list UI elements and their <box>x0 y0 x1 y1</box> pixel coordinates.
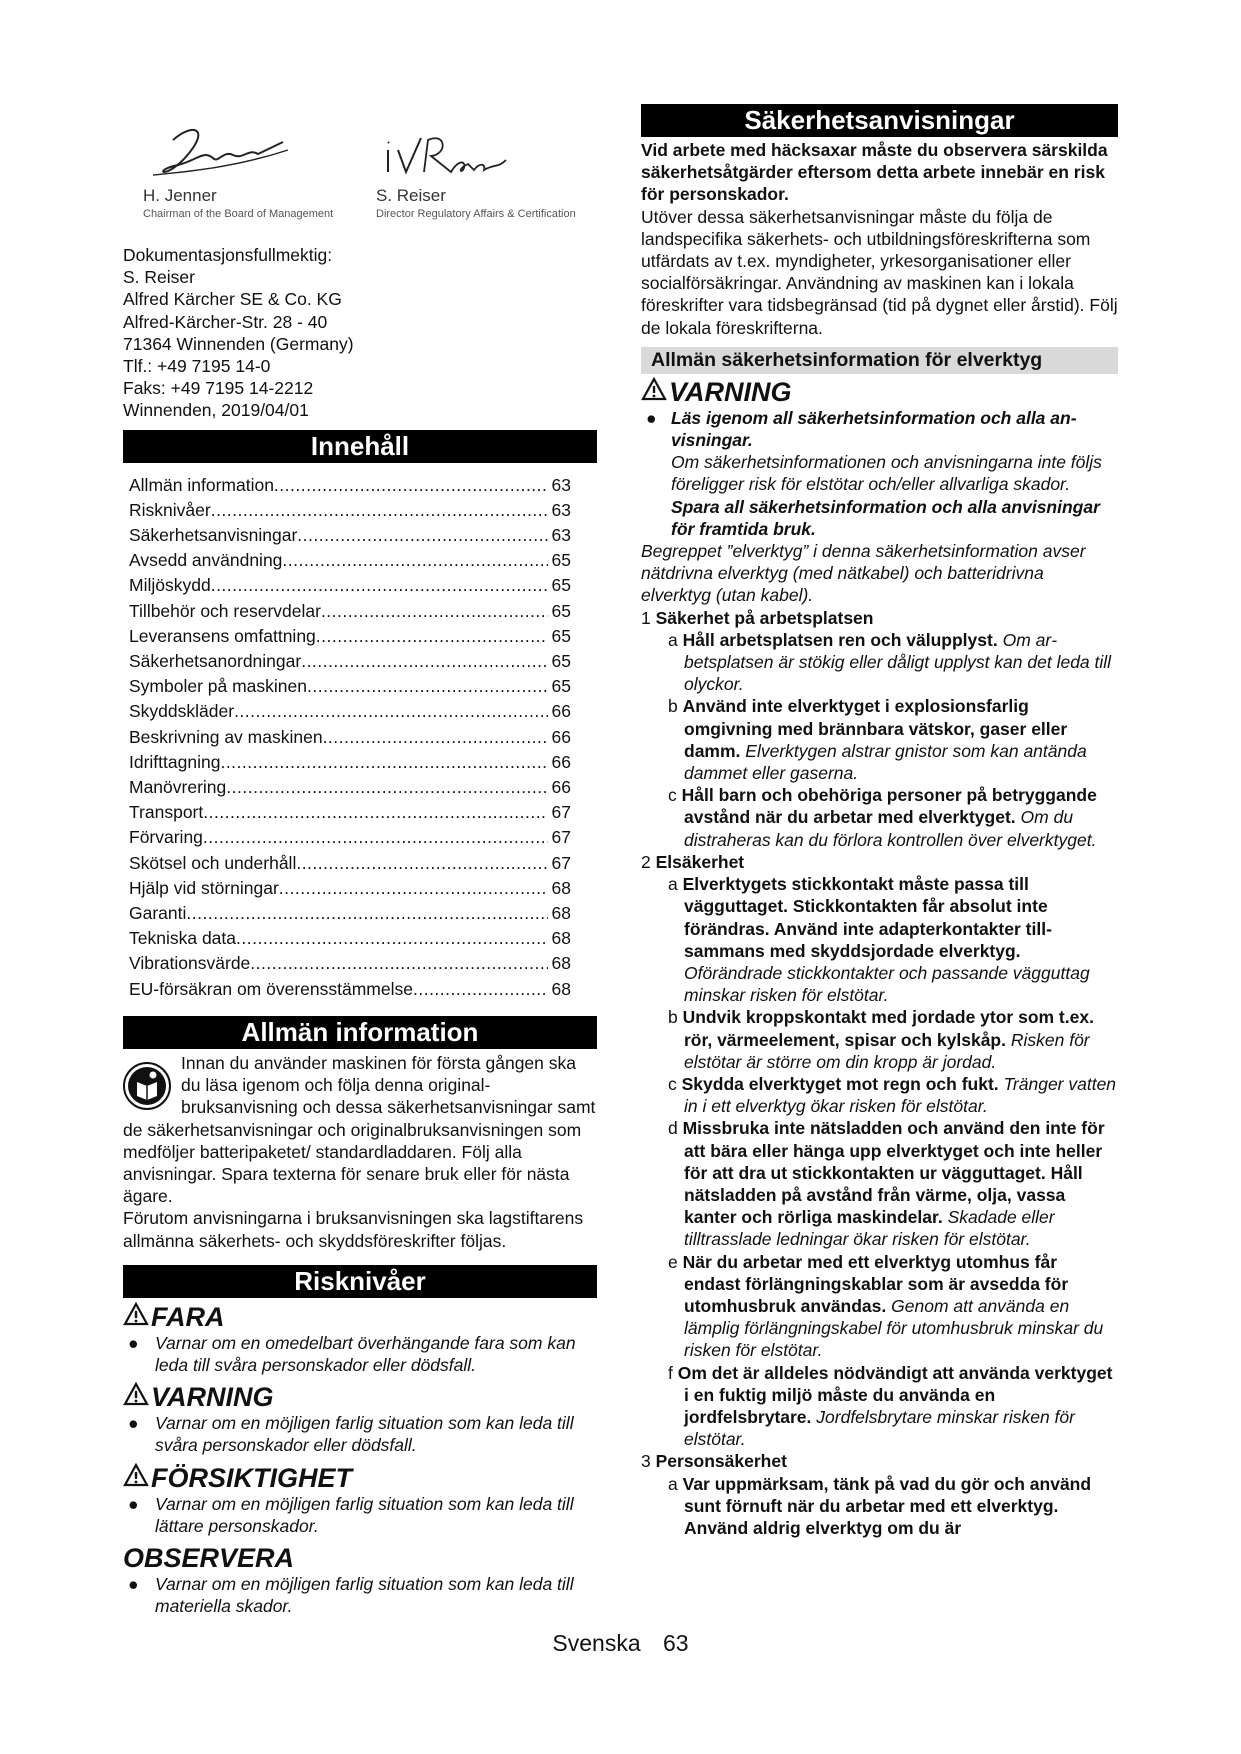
address-line: Alfred Kärcher SE & Co. KG <box>123 289 342 310</box>
toc-entry-page: 63 <box>551 499 571 520</box>
section-item <box>641 1073 1118 1117</box>
warning-bold-text-2: Spara all säkerhetsinformation och alla anvisningar för framtida bruk. <box>671 496 1100 539</box>
toc-entry <box>129 775 571 800</box>
hazard-label: OBSERVERA <box>123 1542 295 1573</box>
toc-leader <box>301 649 547 674</box>
item-text: Skadade eller tilltrasslade ledningar ökar risken för elstötar. <box>684 1207 1055 1250</box>
item-letter: d <box>668 1118 678 1139</box>
toc-entry-label: Säkerhetsanordningar <box>129 651 302 672</box>
toc-entry-page: 63 <box>551 474 571 495</box>
general-heading: Allmän information <box>123 1016 597 1049</box>
section-item <box>641 1362 1118 1451</box>
address-line: Winnenden, 2019/04/01 <box>123 400 309 421</box>
toc-entry-label: Säkerhetsanvisningar <box>129 525 298 546</box>
footer-language: Svenska <box>552 1630 641 1656</box>
item-bold-text: Använd inte elverktyget i explosionsfarlig omgivning med brännbara vätskor, gaser eller damm. <box>682 696 1068 761</box>
toc-entry <box>129 977 571 1002</box>
item-bold-text: Undvik kroppskontakt med jordade ytor som t.ex. rör, värmeelement, spisar och kylskåp. <box>682 1007 1094 1050</box>
toc-heading: Innehåll <box>123 430 597 463</box>
toc-leader <box>203 800 547 825</box>
toc-entry-label: Hjälp vid störningar <box>129 877 279 898</box>
toc-entry-page: 67 <box>551 827 571 848</box>
item-letter: c <box>668 785 677 806</box>
section-title: Elsäkerhet <box>655 851 745 872</box>
section-item <box>641 1473 1118 1540</box>
hazard-varning <box>123 1382 597 1412</box>
section-item <box>641 873 1118 1006</box>
signature-name: H. Jenner <box>143 186 217 205</box>
section-title: Säkerhet på arbetsplatsen <box>655 607 874 628</box>
section-title: Personsäkerhet <box>655 1451 787 1472</box>
address-line: Faks: +49 7195 14-2212 <box>123 378 314 399</box>
section-item <box>641 1117 1118 1250</box>
toc-leader <box>220 750 547 775</box>
toc-leader <box>316 624 548 649</box>
toc-entry <box>129 523 571 548</box>
item-text: Elverktygen alstrar gnistor som kan antända dammet eller gaserna. <box>684 740 1087 784</box>
item-bold-text: Skydda elverktyget mot regn och fukt. <box>681 1073 999 1094</box>
hazard-label: FARA <box>151 1301 225 1332</box>
toc-entry-label: Miljöskydd <box>129 575 211 596</box>
toc-entry-label: Transport <box>129 802 204 823</box>
hazard-description: ● Varnar om en möjligen farlig situation som kan leda till lättare personskador. <box>128 1493 574 1536</box>
toc-entry-page: 68 <box>551 928 571 949</box>
toc-entry-page: 67 <box>551 802 571 823</box>
item-bold-text: Håll arbetsplatsen ren och välupplyst. <box>682 629 998 650</box>
toc-entry <box>129 573 571 598</box>
item-letter: e <box>668 1251 678 1272</box>
definition-text: Begreppet ”elverktyg” i denna säkerhetsinformation avser nätdrivna elverktyg (med nätkabel) och batteridrivna elverktyg (utan kabel). <box>641 541 1086 606</box>
toc-entry <box>129 750 571 775</box>
toc-entry-label: Förvaring <box>129 827 203 848</box>
address-line: 71364 Winnenden (Germany) <box>123 333 354 354</box>
toc-entry-page: 65 <box>551 625 571 646</box>
item-bold-text: Om det är alldeles nödvändigt att använda verktyget i en fuktig miljö måste du använda en jordfelsbrytare. <box>677 1362 1113 1427</box>
toc-entry <box>129 674 571 699</box>
risk-levels <box>123 1302 597 1618</box>
item-letter: c <box>668 1073 677 1094</box>
toc-entry <box>129 825 571 850</box>
toc-entry-label: Tillbehör och reservdelar <box>129 600 321 621</box>
toc-entry <box>129 800 571 825</box>
toc-entry <box>129 699 571 724</box>
section-item <box>641 695 1118 784</box>
left-column <box>123 120 597 1617</box>
item-letter: b <box>668 1007 678 1028</box>
toc-leader <box>186 901 547 926</box>
safety-subheading: Allmän säkerhetsinformation för elverktyg <box>641 347 1118 374</box>
signature-reiser-image <box>376 120 526 190</box>
hazard-forsiktighet <box>123 1463 597 1493</box>
page-footer <box>0 1630 1241 1657</box>
toc-leader <box>274 473 548 498</box>
toc-entry <box>129 498 571 523</box>
safety-intro: Utöver dessa säkerhetsanvisningar måste du följa de landspecifika säkerhets- och utbildningsföreskrifterna som utfärdats av t.ex. myndigheter, yrkesorganisationer eller socialförsäkringar. Användning av maskinen kan i lokala föreskrifter vara tidsbegränsad (tid på dygnet eller årstid). Följ de lokala föreskrifterna. <box>641 206 1118 338</box>
toc-entry-page: 65 <box>551 575 571 596</box>
toc-entry-label: Tekniska data <box>129 928 237 949</box>
section-number: 2 <box>641 851 651 872</box>
toc-entry-label: Allmän information <box>129 474 274 495</box>
toc-leader <box>321 599 548 624</box>
toc-leader <box>250 951 547 976</box>
toc-leader <box>211 498 548 523</box>
safety-warning-label <box>641 377 1118 407</box>
warning-triangle-icon <box>123 1463 149 1493</box>
toc-leader <box>203 825 548 850</box>
safety-heading: Säkerhetsanvisningar <box>641 104 1118 137</box>
hazard-description: ● Varnar om en möjligen farlig situation som kan leda till materiella skador. <box>128 1573 574 1617</box>
item-text: Genom att använda en lämplig förlängningskabel för utomhusbruk minskar du risken för elstötar. <box>684 1295 1104 1361</box>
section-item <box>641 1006 1118 1073</box>
general-text-2: Förutom anvisningarna i bruksanvisningen ska lagstiftarens allmänna säkerhets- och skyddsföreskrifter följas. <box>123 1208 584 1251</box>
toc-leader <box>282 548 547 573</box>
toc-entry <box>129 599 571 624</box>
toc-entry-label: Risknivåer <box>129 499 211 520</box>
item-bold-text: När du arbetar med ett elverktyg utomhus får endast förlängningskablar som är avsedda för utomhusbruk användas. <box>682 1251 1069 1316</box>
item-bold-text: Elverktygets stickkontakt måste passa till vägguttaget. Stickkontakten får absolut inte förändras. Använd inte adapterkontakter tillsammans med skyddsjordade elverktyg. <box>682 874 1052 961</box>
item-letter: a <box>668 1473 678 1494</box>
item-text: Oförändrade stickkontakter och passande vägguttag minskar risken för elstötar. <box>684 962 1090 1006</box>
section-heading <box>641 851 1118 873</box>
toc-entry-page: 65 <box>551 651 571 672</box>
toc-entry <box>129 624 571 649</box>
item-bold-text: Missbruka inte nätsladden och använd den inte för att bära eller hänga upp elverktyget och inte heller för att dra ut stickkontakten ur vägguttaget. Håll nätsladden på avstånd från värme, olja, vassa kanter och rörliga maskindelar. <box>682 1118 1105 1228</box>
signatures <box>123 120 597 240</box>
toc-entry-page: 68 <box>551 978 571 999</box>
toc-entry-label: Idrifttagning <box>129 751 221 772</box>
item-text: Jordfelsbrytare minskar risken för elstötar. <box>684 1406 1075 1450</box>
toc-entry-page: 65 <box>551 600 571 621</box>
address-line: Alfred-Kärcher-Str. 28 - 40 <box>123 311 328 332</box>
signature-jenner-image <box>143 120 293 190</box>
section-item <box>641 629 1118 696</box>
toc-leader <box>279 876 548 901</box>
section-number: 1 <box>641 607 651 628</box>
toc-entry-label: Skötsel och underhåll <box>129 852 297 873</box>
toc-entry <box>129 851 571 876</box>
general-section <box>123 1052 597 1252</box>
toc-entry <box>129 649 571 674</box>
toc-entry-label: Manövrering <box>129 777 227 798</box>
toc-leader <box>226 775 547 800</box>
toc-entry <box>129 548 571 573</box>
toc-leader <box>307 674 548 699</box>
risk-heading: Risknivåer <box>123 1265 597 1298</box>
toc-entry-page: 63 <box>551 525 571 546</box>
hazard-fara <box>123 1302 597 1332</box>
toc-entry-page: 65 <box>551 550 571 571</box>
toc-entry <box>129 473 571 498</box>
toc-leader <box>236 926 548 951</box>
toc-leader <box>323 725 548 750</box>
toc-leader <box>413 977 548 1002</box>
toc-leader <box>234 699 547 724</box>
hazard-description: ● Varnar om en möjligen farlig situation som kan leda till svåra personskador eller dödsfall. <box>128 1413 574 1456</box>
toc-entry-page: 65 <box>551 676 571 697</box>
item-text: Risken för elstötar är större om din kropp är jordad. <box>684 1029 1090 1072</box>
toc-entry-page: 66 <box>551 726 571 747</box>
general-text-1: Innan du använder maskinen för första gången ska du läsa igenom och följa denna originalbruksanvisning och dessa säkerhetsanvisningar samt de säkerhetsanvisningar och originalbruksanvisningen som medföljer batteripaketet/ standardladdaren. Följ alla anvisningar. Spara texterna för senare bruk eller för nästa ägare. <box>123 1052 596 1207</box>
section-heading <box>641 1450 1118 1472</box>
toc-entry-page: 67 <box>551 852 571 873</box>
warning-triangle-icon <box>641 377 667 407</box>
item-text: Tränger vatten in i ett elverktyg ökar risken för elstötar. <box>684 1073 1117 1117</box>
toc-leader <box>297 523 547 548</box>
toc-entry <box>129 876 571 901</box>
toc-entry-page: 66 <box>551 701 571 722</box>
address-line: Dokumentasjonsfullmektig: <box>123 245 333 265</box>
toc-entry <box>129 951 571 976</box>
hazard-label: VARNING <box>151 1382 274 1413</box>
warning-bold-text: Läs igenom all säkerhetsinformation och alla anvisningar. <box>671 407 1077 451</box>
signature-title: Director Regulatory Affairs & Certification <box>376 208 576 220</box>
toc-entry-label: Beskrivning av maskinen <box>129 726 323 747</box>
toc-entry-label: Vibrationsvärde <box>129 953 251 974</box>
hazard-label: FÖRSIKTIGHET <box>151 1462 352 1493</box>
signature-jenner <box>143 120 333 220</box>
toc-entry <box>129 926 571 951</box>
item-bold-text: Var uppmärksam, tänk på vad du gör och använd sunt förnuft när du arbetar med ett elverktyg. Använd aldrig elverktyg om du är <box>682 1473 1092 1538</box>
signature-name: S. Reiser <box>376 186 446 205</box>
toc-entry-label: EU-försäkran om överensstämmelse <box>129 978 413 999</box>
warning-triangle-icon <box>123 1382 149 1412</box>
toc-entry-label: Symboler på maskinen <box>129 676 307 697</box>
hazard-observera <box>123 1543 597 1573</box>
toc-leader <box>211 573 548 598</box>
item-text: Om du distraheras kan du förlora kontrollen över elverktyget. <box>684 807 1097 850</box>
warning-label-text: VARNING <box>669 376 792 407</box>
hazard-description: ● Varnar om en omedelbart överhängande fara som kan leda till svåra personskador eller dödsfall. <box>128 1332 576 1375</box>
toc-entry-page: 68 <box>551 877 571 898</box>
toc-entry-label: Garanti <box>129 903 187 924</box>
toc-entry-page: 68 <box>551 903 571 924</box>
toc-entry-page: 68 <box>551 953 571 974</box>
toc-entry-page: 66 <box>551 777 571 798</box>
warning-triangle-icon <box>123 1302 149 1332</box>
safety-sections <box>641 607 1118 1540</box>
toc-entry <box>129 725 571 750</box>
read-manual-icon <box>123 1062 173 1112</box>
toc-entry-label: Avsedd användning <box>129 550 283 571</box>
signature-title: Chairman of the Board of Management <box>143 208 334 220</box>
warning-text: Om säkerhetsinformationen och anvisningarna inte följs föreligger risk för elstötar och/eller allvarliga skador. <box>671 452 1102 495</box>
safety-intro-bold: Vid arbete med häcksaxar måste du observera särskilda säkerhetsåtgärder eftersom detta arbete innebär en risk för personskador. <box>641 140 1108 205</box>
table-of-contents <box>129 473 571 1002</box>
item-letter: b <box>668 696 678 717</box>
section-heading <box>641 607 1118 629</box>
section-item <box>641 784 1118 851</box>
item-bold-text: Håll barn och obehöriga personer på betryggande avstånd när du arbetar med elverktyget. <box>681 785 1097 828</box>
section-item <box>641 1251 1118 1362</box>
section-number: 3 <box>641 1451 651 1472</box>
page-number: 63 <box>663 1630 689 1656</box>
address-line: Tlf.: +49 7195 14-0 <box>123 356 271 377</box>
item-letter: a <box>668 874 678 895</box>
toc-entry <box>129 901 571 926</box>
item-letter: f <box>668 1362 673 1383</box>
toc-entry-label: Skyddskläder <box>129 701 235 722</box>
safety-warning-item: ● Läs igenom all säkerhetsinformation och alla anvisningar. Om säkerhetsinformationen och anvisningarna inte följs föreligger risk för elstötar och/eller allvarliga skador. Spara all säkerhetsinformation och alla anvisningar för framtida bruk. <box>646 407 1102 539</box>
item-text: Om arbetsplatsen är stökig eller dåligt upplyst kan det leda till olyckor. <box>684 629 1112 695</box>
toc-leader <box>296 851 547 876</box>
signature-reiser <box>376 120 576 220</box>
address-line: S. Reiser <box>123 267 195 288</box>
toc-entry-label: Leveransens omfattning <box>129 625 316 646</box>
item-letter: a <box>668 629 678 650</box>
right-column <box>641 104 1118 1539</box>
address-block <box>123 244 597 422</box>
toc-entry-page: 66 <box>551 751 571 772</box>
